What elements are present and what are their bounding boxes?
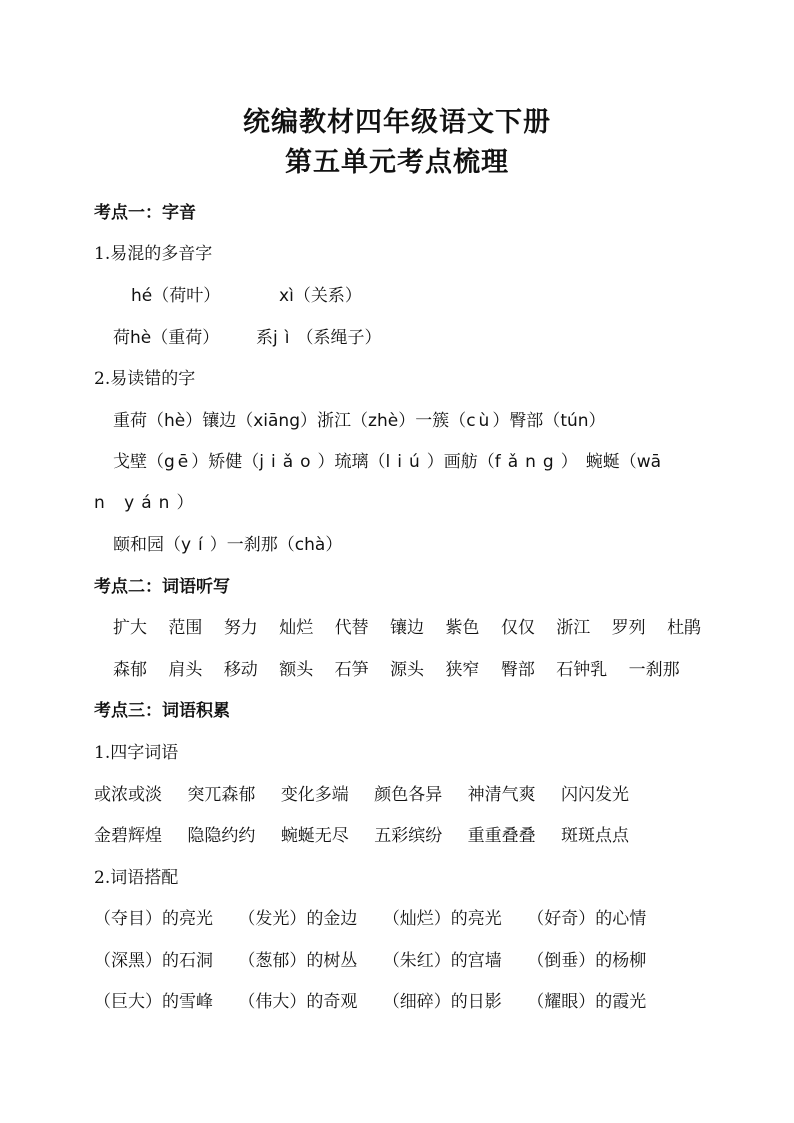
pinyin: cù <box>466 411 493 431</box>
misread-row-3 <box>113 534 753 556</box>
pinyin: xiāng <box>253 411 301 431</box>
collocation: （耀眼）的霞光 <box>527 992 647 1012</box>
word: 浙江（ <box>317 411 369 431</box>
pinyin: n yán <box>94 493 177 513</box>
bracket: ） <box>317 452 335 472</box>
collocation-row-2 <box>94 950 734 972</box>
collocation: （倒垂）的杨柳 <box>527 951 647 971</box>
char: 系 <box>256 328 274 348</box>
dictation-word: 森郁 <box>113 660 147 680</box>
dictation-word: 紫色 <box>445 618 480 638</box>
dictation-word: 臀部 <box>500 660 535 680</box>
pinyin: zhè <box>368 411 399 431</box>
pinyin: fǎng <box>494 452 561 472</box>
word: （关系） <box>293 286 362 306</box>
bracket: ） <box>209 535 227 555</box>
section-heading-3: 考点三：词语积累 <box>94 701 230 721</box>
dictation-word: 石笋 <box>334 660 369 680</box>
collocation: （葱郁）的树丛 <box>238 951 358 971</box>
bracket: ） <box>176 493 194 513</box>
subheading-misread: 2.易读错的字 <box>94 369 196 389</box>
word: 重荷（ <box>113 411 164 431</box>
subheading-polyphones: 1.易混的多音字 <box>94 244 213 264</box>
idiom: 颜色各异 <box>374 785 443 805</box>
subheading-collocations: 2.词语搭配 <box>94 868 179 888</box>
dictation-word: 灿烂 <box>279 618 314 638</box>
bracket: ） <box>325 535 343 555</box>
idiom: 重重叠叠 <box>467 826 536 846</box>
collocation-row-3 <box>94 991 734 1013</box>
dictation-word: 代替 <box>334 618 369 638</box>
dictation-word: 镶边 <box>390 618 425 638</box>
dictation-word: 源头 <box>390 660 425 680</box>
dictation-word: 杜鹃 <box>667 618 702 638</box>
bracket: ） <box>588 411 606 431</box>
misread-row-2 <box>113 451 753 473</box>
word: （系绳子） <box>296 328 382 348</box>
dictation-word: 罗列 <box>611 618 646 638</box>
dictation-word: 石钟乳 <box>556 660 608 680</box>
idiom: 金碧辉煌 <box>94 826 162 846</box>
bracket: ） <box>185 411 203 431</box>
dictation-word: 努力 <box>223 618 258 638</box>
doc-title: 统编教材四年级语文下册 <box>243 107 551 138</box>
collocation: （细碎）的日影 <box>382 992 502 1012</box>
word: 蜿蜒（ <box>585 452 637 472</box>
idiom: 蜿蜒无尽 <box>280 826 349 846</box>
dictation-word: 一刹那 <box>628 660 680 680</box>
polyphone-row-1 <box>131 285 771 307</box>
collocation: （深黑）的石洞 <box>94 951 213 971</box>
bracket: ） <box>398 411 416 431</box>
dictation-row-1 <box>113 617 753 639</box>
collocation: （巨大）的雪峰 <box>94 992 213 1012</box>
pinyin: chà <box>294 535 326 555</box>
dictation-word: 范围 <box>168 618 203 638</box>
collocation: （灿烂）的亮光 <box>382 909 502 929</box>
subheading-idioms: 1.四字词语 <box>94 743 179 763</box>
word: 一簇（ <box>415 411 467 431</box>
pinyin: jì <box>273 328 297 348</box>
idiom: 斑斑点点 <box>561 826 630 846</box>
doc-subtitle: 第五单元考点梳理 <box>285 147 509 178</box>
collocation: （伟大）的奇观 <box>238 992 358 1012</box>
dictation-word: 肩头 <box>168 660 203 680</box>
word: 一刹那（ <box>226 535 295 555</box>
word: 琉璃（ <box>334 452 386 472</box>
pinyin: tún <box>560 411 589 431</box>
bracket: ） <box>560 452 578 472</box>
idiom-row-2 <box>94 825 734 847</box>
idiom: 五彩缤纷 <box>374 826 443 846</box>
word: 臀部（ <box>509 411 561 431</box>
pinyin: wā <box>636 452 662 472</box>
collocation: （夺目）的亮光 <box>94 909 213 929</box>
dictation-word: 移动 <box>223 660 258 680</box>
collocation: （好奇）的心情 <box>527 909 647 929</box>
pinyin: hè <box>130 328 152 348</box>
pinyin: liú <box>385 452 427 472</box>
idiom: 隐隐约约 <box>187 826 256 846</box>
polyphone-row-2 <box>113 327 753 349</box>
dictation-word: 仅仅 <box>500 618 535 638</box>
word: 画舫（ <box>443 452 495 472</box>
misread-row-2-wrap <box>94 492 734 514</box>
pinyin: xì <box>279 286 294 306</box>
dictation-word: 浙江 <box>556 618 591 638</box>
word: 颐和园（ <box>113 535 181 555</box>
dictation-word: 额头 <box>279 660 314 680</box>
idiom: 变化多端 <box>280 785 349 805</box>
pinyin: hé <box>131 286 153 306</box>
word: 戈壁（ <box>113 452 164 472</box>
pinyin: jiǎo <box>259 452 318 472</box>
dictation-word: 狭窄 <box>445 660 480 680</box>
dictation-word: 扩大 <box>113 618 147 638</box>
pinyin: yí <box>181 535 210 555</box>
idiom: 或浓或淡 <box>94 785 162 805</box>
idiom: 突兀森郁 <box>187 785 256 805</box>
word: （重荷） <box>151 328 220 348</box>
idiom-row-1 <box>94 784 734 806</box>
pinyin: gē <box>164 452 192 472</box>
collocation: （朱红）的宫墙 <box>382 951 502 971</box>
bracket: ） <box>300 411 318 431</box>
misread-row-1 <box>113 410 753 432</box>
word: 镶边（ <box>202 411 254 431</box>
collocation: （发光）的金边 <box>238 909 358 929</box>
word: 矫健（ <box>208 452 260 472</box>
pinyin: hè <box>164 411 186 431</box>
dictation-row-2 <box>113 659 753 681</box>
bracket: ） <box>426 452 444 472</box>
collocation-row-1 <box>94 908 734 930</box>
word: （荷叶） <box>152 286 221 306</box>
bracket: ） <box>492 411 510 431</box>
char: 荷 <box>113 328 130 348</box>
idiom: 闪闪发光 <box>561 785 630 805</box>
section-heading-1: 考点一：字音 <box>94 203 196 223</box>
idiom: 神清气爽 <box>467 785 536 805</box>
section-heading-2: 考点二：词语听写 <box>94 577 230 597</box>
bracket: ） <box>191 452 209 472</box>
